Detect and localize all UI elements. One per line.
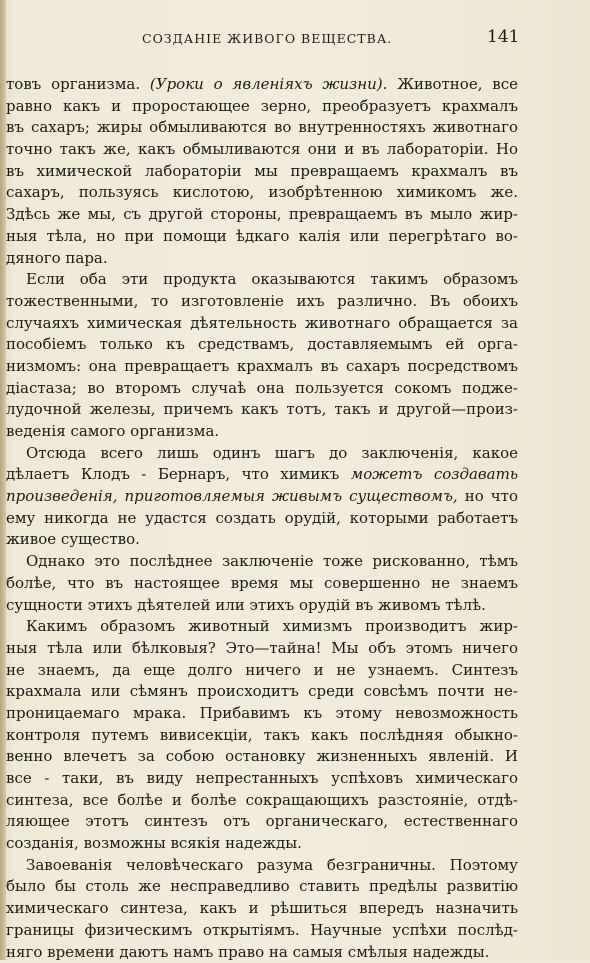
text-line <box>6 573 518 595</box>
text-run: сущности этихъ дѣятелей или этихъ орудій въ живомъ тѣлѣ. <box>6 596 486 614</box>
text-line <box>6 595 518 617</box>
text-run: ныя тѣла, но при помощи ѣдкаго калія или перегрѣтаго во- <box>6 227 518 245</box>
running-head <box>0 27 590 51</box>
text-line <box>6 226 518 248</box>
text-line <box>6 74 518 96</box>
body-text <box>6 74 518 963</box>
text-run: товъ организма. <box>6 75 150 93</box>
text-line <box>6 464 518 486</box>
text-run: Животное, все <box>387 75 518 93</box>
text-run: дѣлаетъ Клодъ - Бернаръ, что химикъ <box>6 465 351 483</box>
text-line <box>6 681 518 703</box>
text-run: веденія самого организма. <box>6 422 219 440</box>
paragraph-first-line <box>6 443 518 465</box>
text-line <box>6 356 518 378</box>
text-run: пособіемъ только къ средствамъ, доставляемымъ ей орга- <box>6 335 518 353</box>
text-run: было бы столь же несправедливо ставить предѣлы развитію <box>6 877 518 895</box>
text-line <box>6 529 518 551</box>
text-line <box>6 833 518 855</box>
text-line <box>6 378 518 400</box>
running-title: СОЗДАНІЕ ЖИВОГО ВЕЩЕСТВА. <box>142 31 392 46</box>
text-run: созданія, возможны всякія надежды. <box>6 834 302 852</box>
text-line <box>6 486 518 508</box>
text-run: няго времени даютъ намъ право на самыя смѣлыя надежды. <box>6 943 489 961</box>
text-run: химическаго синтеза, какъ и рѣшиться впередъ назначить <box>6 899 518 917</box>
text-line <box>6 399 518 421</box>
text-run: но что <box>458 487 518 505</box>
text-line <box>6 139 518 161</box>
text-run: Какимъ образомъ животный химизмъ производитъ жир- <box>26 617 518 635</box>
page-number: 141 <box>487 27 519 47</box>
text-run: болѣе, что въ настоящее время мы совершенно не знаемъ <box>6 574 518 592</box>
paragraph-first-line <box>6 616 518 638</box>
text-run: границы физическимъ открытіямъ. Научные успѣхи послѣд- <box>6 921 518 939</box>
text-run: дяного пара. <box>6 249 108 267</box>
text-run: тожественными, то изготовленіе ихъ различно. Въ обоихъ <box>6 292 518 310</box>
text-run: равно какъ и проростающее зерно, преобразуетъ крахмалъ <box>6 97 518 115</box>
text-line <box>6 291 518 313</box>
text-line <box>6 313 518 335</box>
italic-text: (Уроки о явленіяхъ жизни). <box>150 75 388 93</box>
text-line <box>6 248 518 270</box>
text-line <box>6 876 518 898</box>
text-run: контроля путемъ вивисекціи, такъ какъ послѣдняя обыкно- <box>6 726 518 744</box>
text-run: все - таки, въ виду непрестанныхъ успѣховъ химическаго <box>6 769 518 787</box>
text-line <box>6 920 518 942</box>
text-run: синтеза, все болѣе и болѣе сокращающихъ разстояніе, отдѣ- <box>6 791 518 809</box>
text-run: проницаемаго мрака. Прибавимъ къ этому невозможность <box>6 704 518 722</box>
text-line <box>6 703 518 725</box>
paragraph-first-line <box>6 269 518 291</box>
text-run: Если оба эти продукта оказываются такимъ образомъ <box>26 270 518 288</box>
text-run: низмомъ: она превращаетъ крахмалъ въ сахаръ посредствомъ <box>6 357 518 375</box>
text-run: точно такъ же, какъ обмыливаются они и въ лабораторіи. Но <box>6 140 518 158</box>
text-run: ляющее этотъ синтезъ отъ органическаго, естественнаго <box>6 812 518 830</box>
text-line <box>6 746 518 768</box>
text-line <box>6 638 518 660</box>
paragraph-first-line <box>6 855 518 877</box>
text-run: лудочной железы, причемъ какъ тотъ, такъ и другой—произ- <box>6 400 518 418</box>
text-run: Отсюда всего лишь одинъ шагъ до заключенія, какое <box>26 444 518 462</box>
text-line <box>6 790 518 812</box>
paragraph-first-line <box>6 551 518 573</box>
text-line <box>6 182 518 204</box>
text-line <box>6 768 518 790</box>
text-run: случаяхъ химическая дѣятельность животнаго обращается за <box>6 314 518 332</box>
text-line <box>6 811 518 833</box>
text-line <box>6 421 518 443</box>
text-run: Здѣсь же мы, съ другой стороны, превращаемъ въ мыло жир- <box>6 205 518 223</box>
text-line <box>6 898 518 920</box>
text-run: живое существо. <box>6 530 140 548</box>
text-run: ныя тѣла или бѣлковыя? Это—тайна! Мы объ этомъ ничего <box>6 639 518 657</box>
text-line <box>6 117 518 139</box>
text-line <box>6 96 518 118</box>
text-line <box>6 508 518 530</box>
italic-text: произведенія, приготовляемыя живымъ существомъ, <box>6 487 458 505</box>
text-run: въ сахаръ; жиры обмыливаются во внутренностяхъ животнаго <box>6 118 518 136</box>
italic-text: можетъ создавать <box>351 465 518 483</box>
text-line <box>6 725 518 747</box>
text-run: въ химической лабораторіи мы превращаемъ крахмалъ въ <box>6 162 518 180</box>
text-run: крахмала или сѣмянъ происходитъ среди совсѣмъ почти не- <box>6 682 518 700</box>
text-line <box>6 204 518 226</box>
text-run: сахаръ, пользуясь кислотою, изобрѣтенною химикомъ же. <box>6 183 518 201</box>
text-run: Однако это послѣднее заключеніе тоже рискованно, тѣмъ <box>26 552 518 570</box>
text-run: діастаза; во второмъ случаѣ она пользуется сокомъ поджe- <box>6 379 518 397</box>
text-line <box>6 334 518 356</box>
text-run: не знаемъ, да еще долго ничего и не узнаемъ. Синтезъ <box>6 661 518 679</box>
text-line <box>6 660 518 682</box>
text-run: Завоеванія человѣческаго разума безграничны. Поэтому <box>26 856 518 874</box>
text-run: венно влечетъ за собою остановку жизненныхъ явленій. И <box>6 747 518 765</box>
text-run: ему никогда не удастся создать орудій, которыми работаетъ <box>6 509 518 527</box>
text-line <box>6 161 518 183</box>
